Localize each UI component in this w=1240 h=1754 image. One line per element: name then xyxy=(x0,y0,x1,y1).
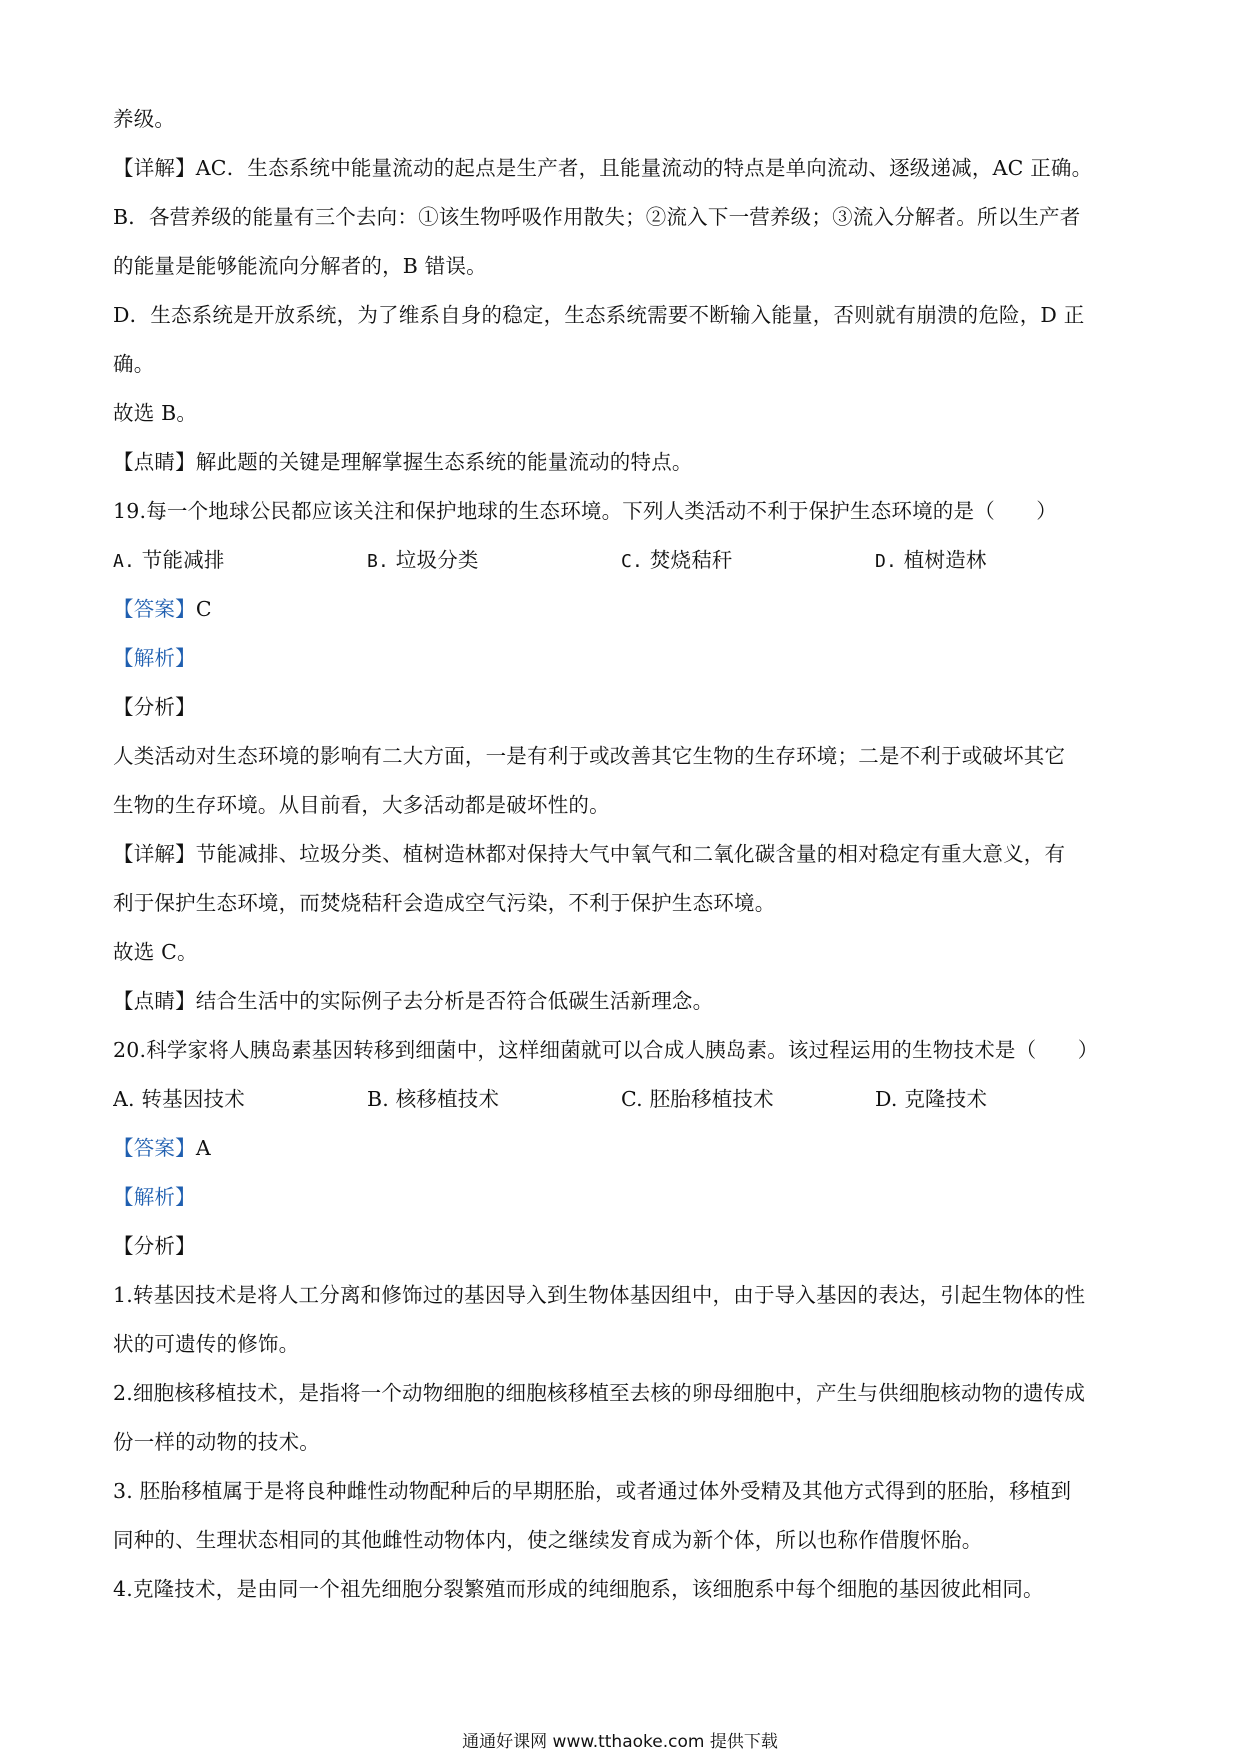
answer-line xyxy=(113,1124,1133,1173)
text-line: 【点睛】解此题的关键是理解掌握生态系统的能量流动的特点。 xyxy=(113,450,693,474)
answer-label: 【答案】 xyxy=(113,1136,196,1160)
text-line: D．生态系统是开放系统，为了维系自身的稳定，生态系统需要不断输入能量，否则就有崩溃的危险，D 正 xyxy=(113,303,1085,327)
answer-value: A xyxy=(195,1136,211,1160)
analysis-line: 状的可遗传的修饰。 xyxy=(113,1332,300,1356)
option-letter: C. xyxy=(621,551,644,572)
option-c xyxy=(621,1075,875,1124)
question-19-stem: 19.每一个地球公民都应该关注和保护地球的生态环境。下列人类活动不利于保护生态环境的是（ ） xyxy=(113,499,1057,523)
option-text: 植树造林 xyxy=(903,548,987,572)
jiexi-label: 【解析】 xyxy=(113,1185,196,1209)
analysis-line: 1.转基因技术是将人工分离和修饰过的基因导入到生物体基因组中，由于导入基因的表达，引起生物体的性 xyxy=(113,1283,1086,1307)
question-20-options xyxy=(113,1075,1133,1124)
document-page xyxy=(113,95,1133,1614)
option-letter: B. xyxy=(367,1087,389,1111)
option-text: 胚胎移植技术 xyxy=(649,1087,774,1111)
page-footer: 通通好课网 www.tthaoke.com 提供下载 xyxy=(462,1732,778,1752)
jiexi-label: 【解析】 xyxy=(113,646,196,670)
fenxi-label: 【分析】 xyxy=(113,695,196,719)
fenxi-label: 【分析】 xyxy=(113,1234,196,1258)
option-a xyxy=(113,1075,367,1124)
detail-line: 【详解】节能减排、垃圾分类、植树造林都对保持大气中氧气和二氧化碳含量的相对稳定有重大意义，有 xyxy=(113,842,1066,866)
answer-label: 【答案】 xyxy=(113,597,196,621)
option-text: 克隆技术 xyxy=(904,1087,988,1111)
option-letter: A. xyxy=(113,1087,135,1111)
text-line: 养级。 xyxy=(113,107,176,131)
answer-value: C xyxy=(195,597,212,621)
choose-line: 故选 C。 xyxy=(113,940,198,964)
text-line: 故选 B。 xyxy=(113,401,198,425)
analysis-line: 份一样的动物的技术。 xyxy=(113,1430,320,1454)
answer-line xyxy=(113,585,1133,634)
option-letter: A. xyxy=(113,551,136,572)
analysis-line: 2.细胞核移植技术，是指将一个动物细胞的细胞核移植至去核的卵母细胞中，产生与供细胞核动物的遗传成 xyxy=(113,1381,1086,1405)
question-20-stem: 20.科学家将人胰岛素基因转移到细菌中，这样细菌就可以合成人胰岛素。该过程运用的生物技术是（ ） xyxy=(113,1038,1099,1062)
analysis-line: 生物的生存环境。从目前看，大多活动都是破坏性的。 xyxy=(113,793,610,817)
option-a xyxy=(113,536,367,585)
analysis-line: 3. 胚胎移植属于是将良种雌性动物配种后的早期胚胎，或者通过体外受精及其他方式得到的胚胎，移植到 xyxy=(113,1479,1072,1503)
option-text: 核移植技术 xyxy=(395,1087,500,1111)
option-c xyxy=(621,536,875,585)
text-line: B．各营养级的能量有三个去向：①该生物呼吸作用散失；②流入下一营养级；③流入分解者。所以生产者 xyxy=(113,205,1081,229)
option-d xyxy=(875,1075,1129,1124)
option-letter: B. xyxy=(367,551,390,572)
option-letter: C. xyxy=(621,1087,643,1111)
analysis-line: 4.克隆技术，是由同一个祖先细胞分裂繁殖而形成的纯细胞系，该细胞系中每个细胞的基因彼此相同。 xyxy=(113,1577,1044,1601)
option-b xyxy=(367,536,621,585)
question-19-options xyxy=(113,536,1133,585)
text-line: 确。 xyxy=(113,352,155,376)
option-text: 焚烧秸秆 xyxy=(649,548,733,572)
tip-line: 【点睛】结合生活中的实际例子去分析是否符合低碳生活新理念。 xyxy=(113,989,714,1013)
detail-line: 利于保护生态环境，而焚烧秸秆会造成空气污染，不利于保护生态环境。 xyxy=(113,891,776,915)
text-line: 的能量是能够能流向分解者的，B 错误。 xyxy=(113,254,487,278)
analysis-line: 同种的、生理状态相同的其他雌性动物体内，使之继续发育成为新个体，所以也称作借腹怀胎。 xyxy=(113,1528,983,1552)
option-d xyxy=(875,536,1129,585)
option-letter: D. xyxy=(875,551,898,572)
text-line: 【详解】AC．生态系统中能量流动的起点是生产者，且能量流动的特点是单向流动、逐级递减，AC 正确。 xyxy=(113,156,1093,180)
option-text: 垃圾分类 xyxy=(395,548,479,572)
option-b xyxy=(367,1075,621,1124)
option-text: 转基因技术 xyxy=(141,1087,245,1111)
option-letter: D. xyxy=(875,1087,898,1111)
option-text: 节能减排 xyxy=(141,548,225,572)
analysis-line: 人类活动对生态环境的影响有二大方面，一是有利于或改善其它生物的生存环境；二是不利于或破坏其它 xyxy=(113,744,1066,768)
